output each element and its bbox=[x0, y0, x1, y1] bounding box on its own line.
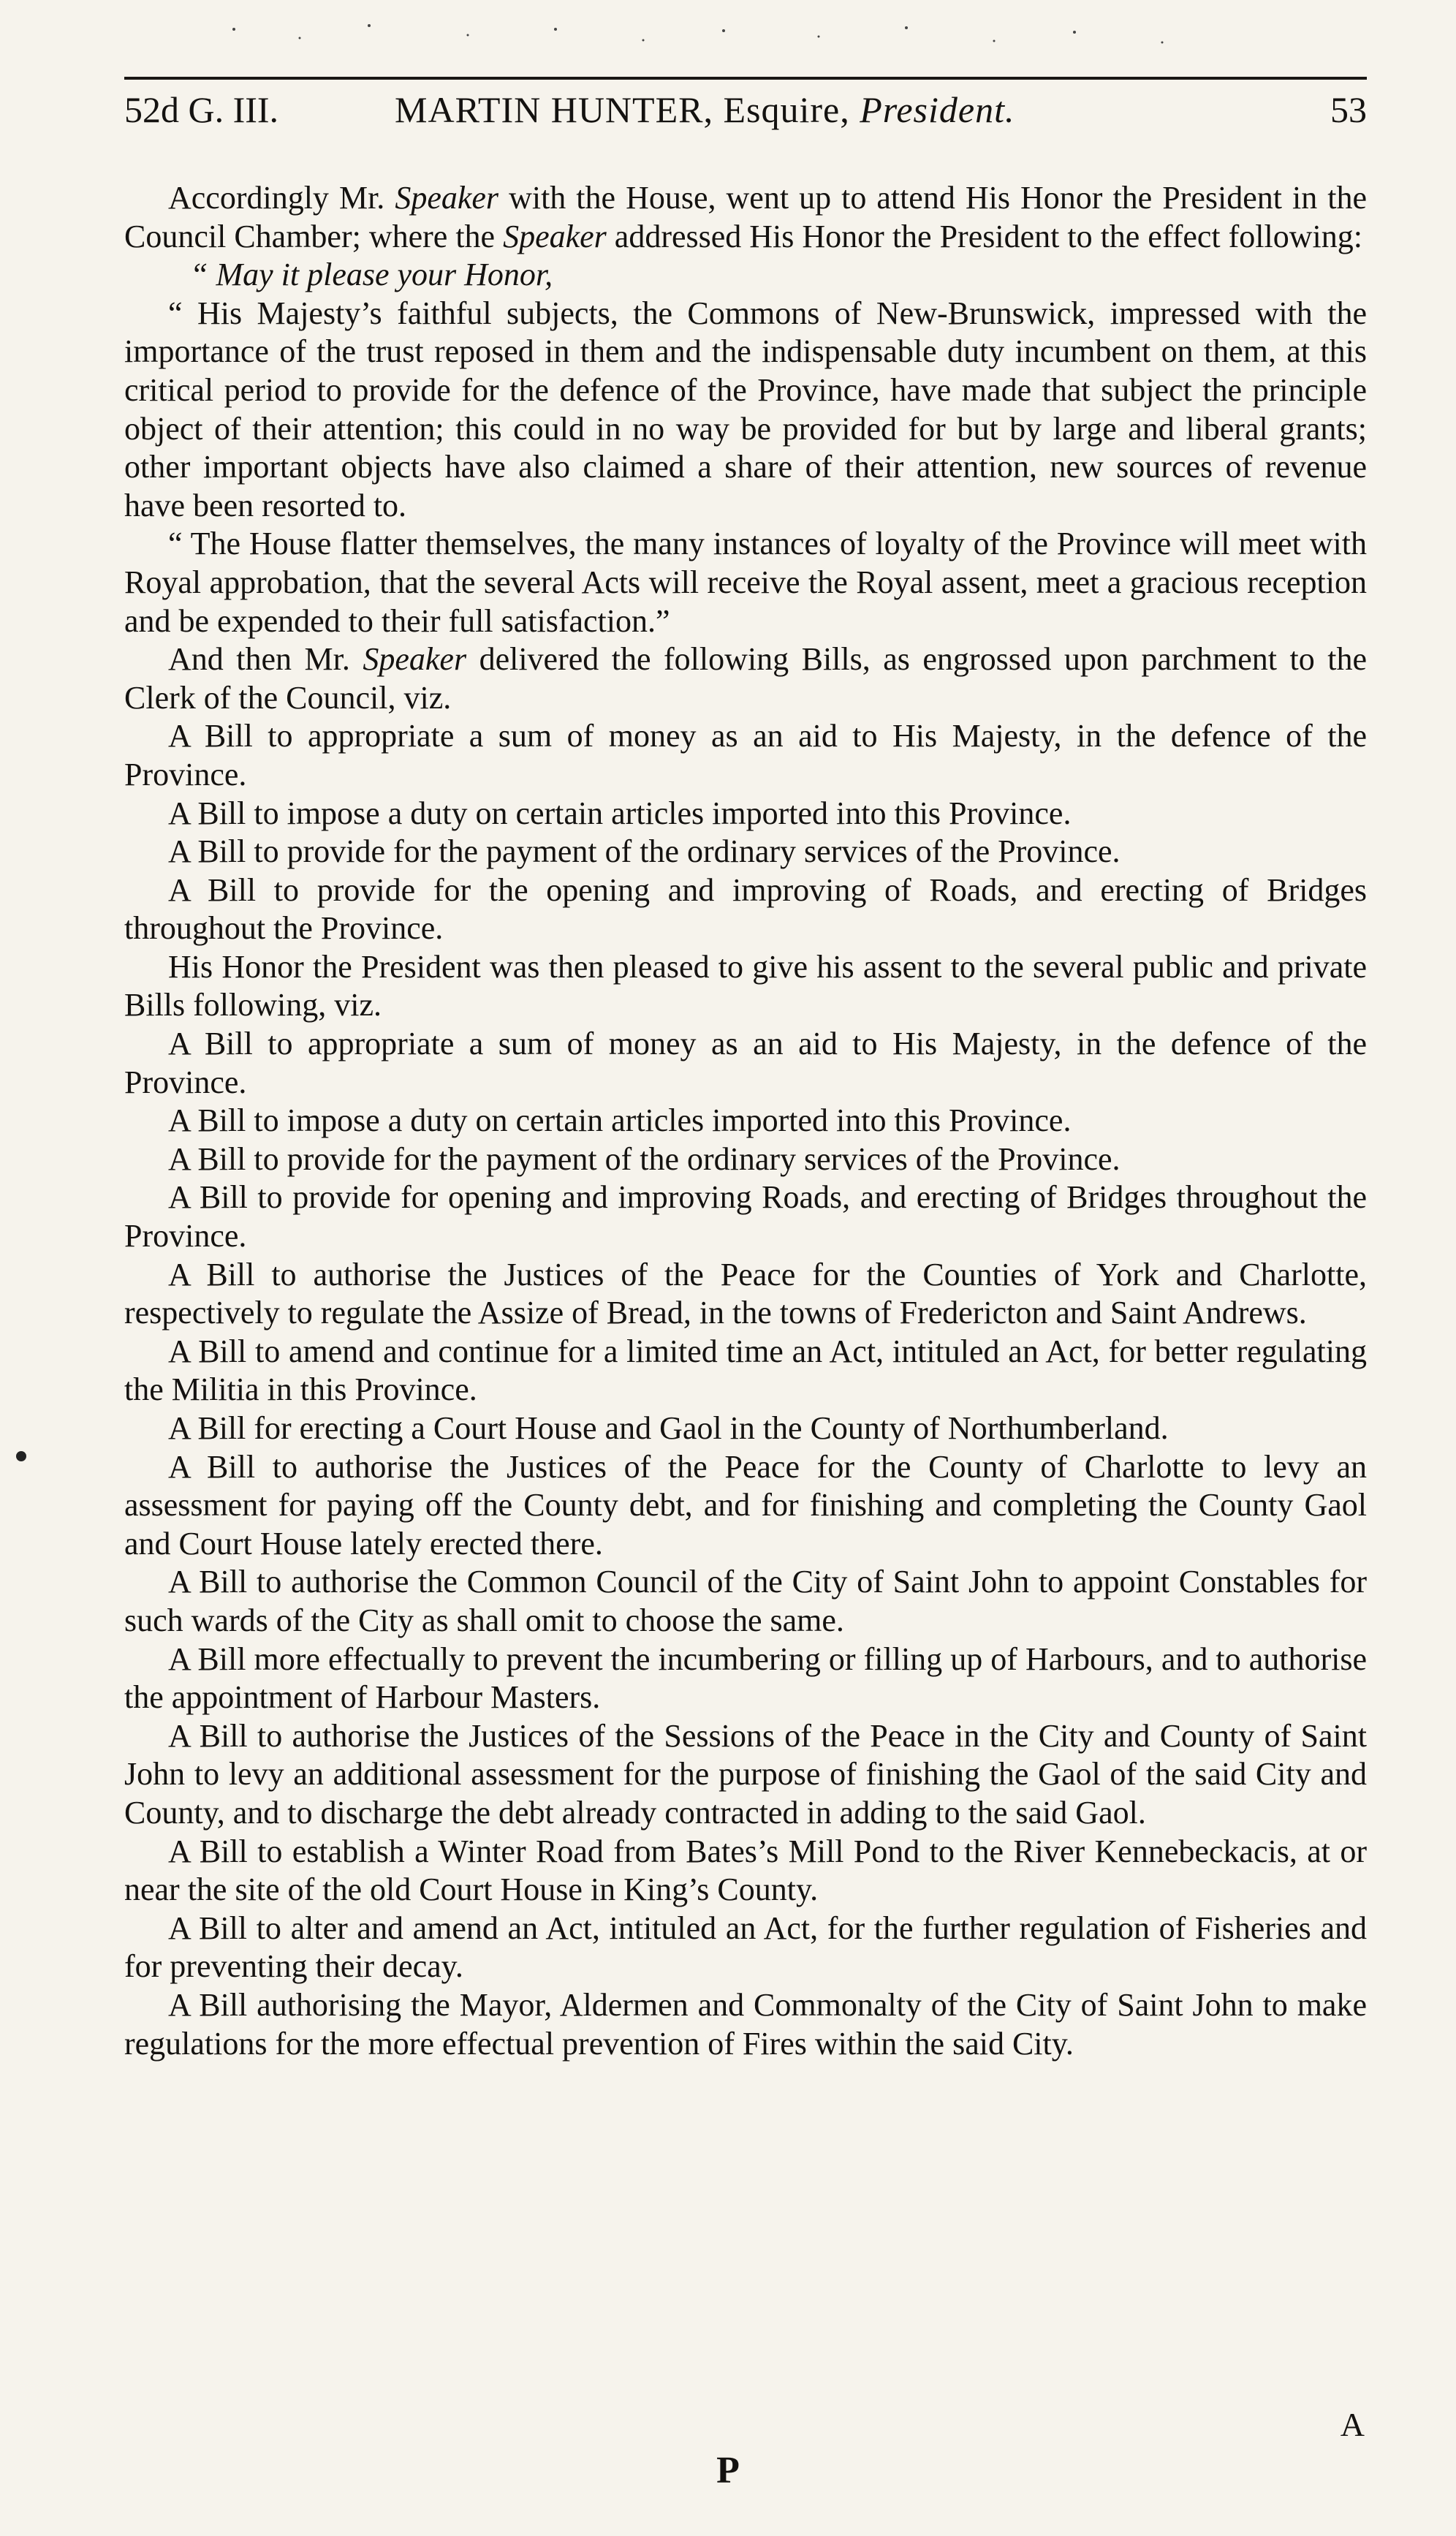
header-title bbox=[395, 88, 1015, 131]
paragraph bbox=[124, 1833, 1367, 1909]
speaker-word: Speaker bbox=[503, 218, 607, 254]
page-number: 53 bbox=[1330, 89, 1367, 130]
paragraph-text: And then Mr. bbox=[168, 641, 363, 678]
paragraph-text: A Bill to authorise the Common Council of the City of Saint John to appoint Constables for such wards of the City as shall omit to choose the same. bbox=[124, 1564, 1367, 1638]
paragraph bbox=[124, 640, 1367, 717]
salutation bbox=[124, 256, 1367, 295]
paragraph-text: addressed His Honor the President to the effect following: bbox=[606, 218, 1362, 254]
paragraph-text: A Bill to authorise the Justices of the Sessions of the Peace in the City and County of Saint John to levy an additional assessment for the purpose of finishing the Gaol of the said City and County, and to discharge the debt already contracted in adding to the said Gaol. bbox=[124, 1717, 1367, 1831]
paragraph bbox=[124, 1333, 1367, 1409]
paragraph-text: A Bill to impose a duty on certain articles imported into this Province. bbox=[168, 795, 1072, 831]
paragraph bbox=[124, 871, 1367, 948]
paragraph bbox=[124, 1909, 1367, 1986]
paragraph bbox=[124, 1102, 1367, 1140]
paragraph-text: A Bill to impose a duty on certain articles imported into this Province. bbox=[168, 1102, 1072, 1139]
paragraph-text: His Honor the President was then pleased to give his assent to the several public and private Bills following, viz. bbox=[124, 948, 1367, 1023]
address-paragraph bbox=[124, 525, 1367, 640]
paragraph-text: A Bill to authorise the Justices of the Peace for the County of Charlotte to levy an assessment for paying off the County debt, and for finishing and completing the County Gaol and Court House lately erected there. bbox=[124, 1448, 1367, 1562]
signature-mark: P bbox=[716, 2450, 740, 2491]
paragraph-text: A Bill for erecting a Court House and Gaol in the County of Northumberland. bbox=[168, 1410, 1169, 1446]
paragraph bbox=[124, 1409, 1367, 1448]
margin-mark bbox=[16, 1451, 26, 1461]
paragraph-text: with the House, went up to attend His Honor the President in the Council Chamber; where the bbox=[124, 180, 1367, 254]
paragraph bbox=[124, 1448, 1367, 1564]
paragraph bbox=[124, 1256, 1367, 1333]
paragraph bbox=[124, 795, 1367, 833]
paragraph bbox=[124, 1986, 1367, 2063]
header-rule bbox=[124, 77, 1367, 80]
paragraph-text: A Bill to provide for opening and improving Roads, and erecting of Bridges throughout the Province. bbox=[124, 1179, 1367, 1254]
speaker-word: Speaker bbox=[395, 180, 499, 216]
paragraph-text: A Bill to provide for the payment of the ordinary services of the Province. bbox=[168, 833, 1121, 870]
paragraph bbox=[124, 1178, 1367, 1255]
paragraph-text: “ The House flatter themselves, the many instances of loyalty of the Province will meet with Royal approbation, that the several Acts will receive the Royal assent, meet a gracious reception and be expended to their full satisfaction.” bbox=[124, 526, 1367, 639]
paragraph-text: A Bill authorising the Mayor, Aldermen and Commonalty of the City of Saint John to make regulations for the more effectual prevention of Fires within the said City. bbox=[124, 1986, 1367, 2062]
paragraph bbox=[124, 1140, 1367, 1179]
paragraph-text: “ His Majesty’s faithful subjects, the Commons of New-Brunswick, impressed with the importance of the trust reposed in them and the indispensable duty incumbent on them, at this critical period to provide for the defence of the Province, have made that subject the principle object of their attention; this could in no way be provided for but by large and liberal grants; other important objects have also claimed a share of their attention, new sources of revenue have been resorted to. bbox=[124, 295, 1367, 523]
paragraph-text: A Bill to amend and continue for a limited time an Act, intituled an Act, for better regulating the Militia in this Province. bbox=[124, 1333, 1367, 1408]
paragraph-text: A Bill to alter and amend an Act, intituled an Act, for the further regulation of Fisheries and for preventing their decay. bbox=[124, 1909, 1367, 1985]
running-header bbox=[124, 77, 1367, 128]
top-edge-specks bbox=[0, 0, 1456, 73]
paragraph-text: A Bill to appropriate a sum of money as an aid to His Majesty, in the defence of the Province. bbox=[124, 1026, 1367, 1100]
paragraph bbox=[124, 948, 1367, 1025]
paragraph-text: A Bill to establish a Winter Road from Bates’s Mill Pond to the River Kennebeckacis, at or near the site of the old Court House in King’s County. bbox=[124, 1833, 1367, 1908]
paragraph-text: “ May it please your Honor, bbox=[190, 257, 553, 293]
header-title-office: President. bbox=[860, 89, 1015, 130]
paragraph bbox=[124, 1717, 1367, 1833]
paragraph-text: A Bill to provide for the payment of the ordinary services of the Province. bbox=[168, 1140, 1121, 1177]
paragraph bbox=[124, 717, 1367, 794]
paragraph bbox=[124, 833, 1367, 871]
paragraph bbox=[124, 1025, 1367, 1102]
header-title-name: MARTIN HUNTER, Esquire, bbox=[395, 89, 850, 130]
speaker-word: Speaker bbox=[363, 641, 467, 678]
body-text bbox=[124, 179, 1367, 2063]
paragraph bbox=[124, 1563, 1367, 1640]
paragraph-text: delivered the following Bills, as engrossed upon parchment to the Clerk of the Council, viz. bbox=[124, 641, 1367, 716]
address-paragraph bbox=[124, 295, 1367, 526]
paragraph-text: A Bill more effectually to prevent the incumbering or filling up of Harbours, and to authorise the appointment of Harbour Masters. bbox=[124, 1640, 1367, 1716]
catchword: A bbox=[1340, 2406, 1365, 2443]
paragraph-text: Accordingly Mr. bbox=[168, 180, 395, 216]
paragraph bbox=[124, 1640, 1367, 1717]
paragraph-text: A Bill to authorise the Justices of the Peace for the Counties of York and Charlotte, respectively to regulate the Assize of Bread, in the towns of Fredericton and Saint Andrews. bbox=[124, 1256, 1367, 1331]
paragraph-text: A Bill to provide for the opening and improving of Roads, and erecting of Bridges throughout the Province. bbox=[124, 871, 1367, 947]
paragraph bbox=[124, 179, 1367, 256]
paragraph-text: A Bill to appropriate a sum of money as an aid to His Majesty, in the defence of the Province. bbox=[124, 718, 1367, 792]
header-regnal-year: 52d G. III. bbox=[124, 89, 279, 130]
